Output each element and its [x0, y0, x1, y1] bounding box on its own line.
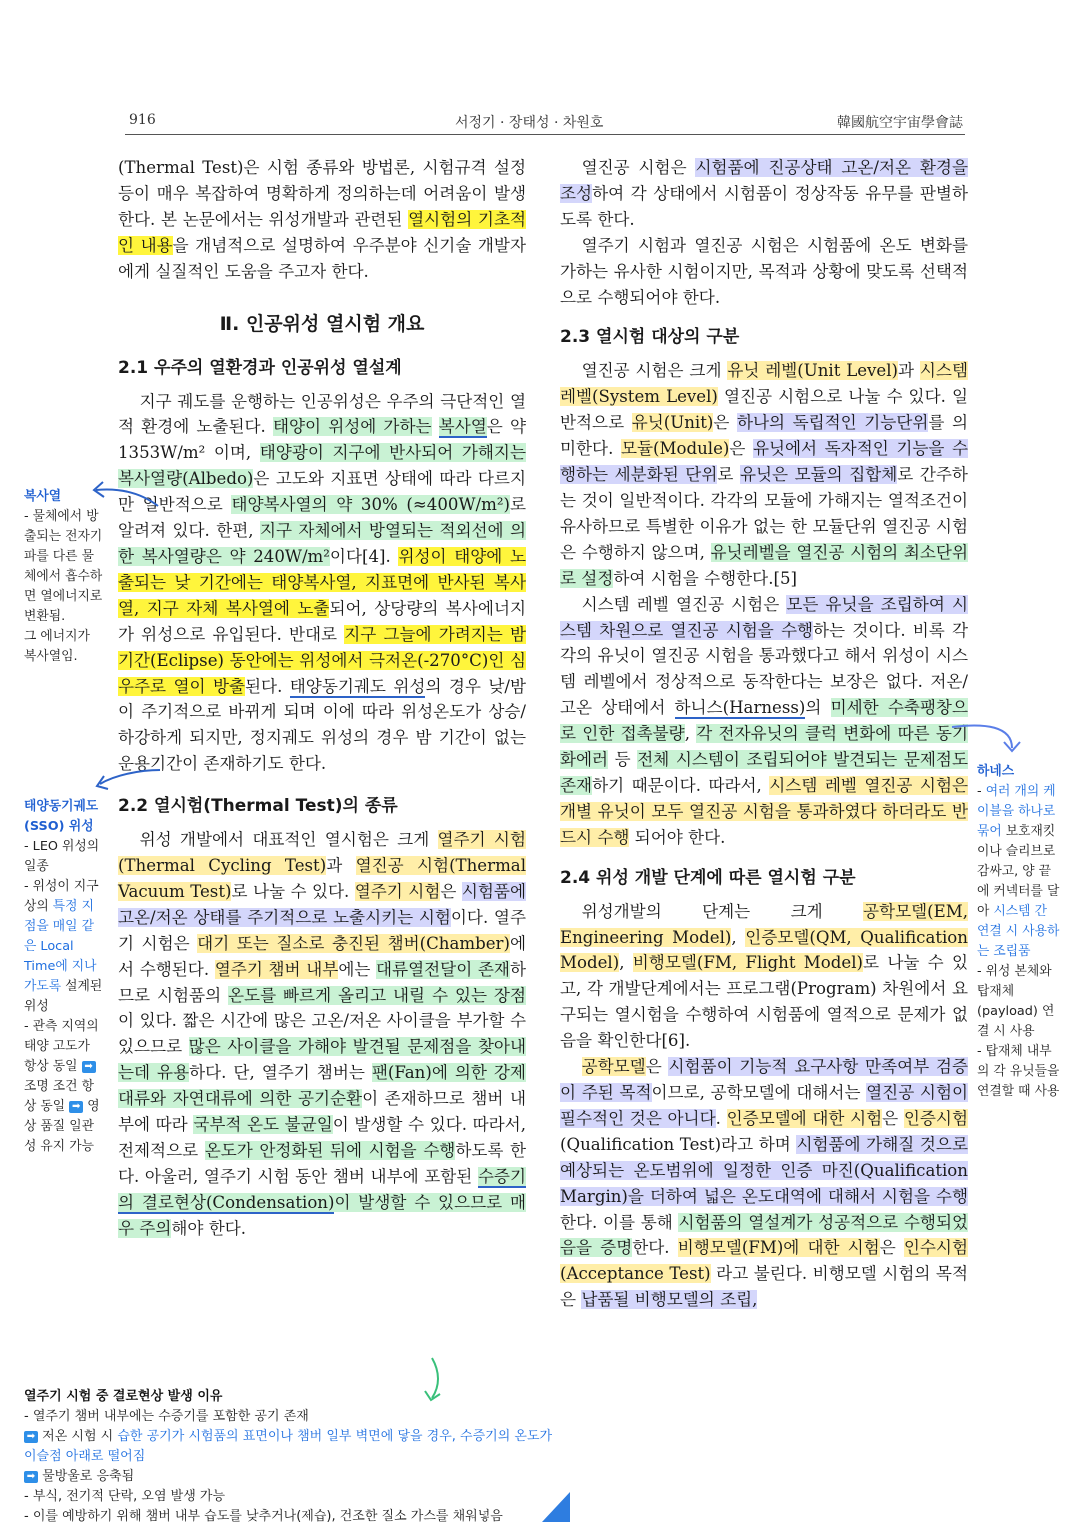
body-text: 은 — [440, 881, 462, 901]
note-harness-line: - 탑재체 내부의 각 유닛들을 연결할 때 사용 — [977, 1044, 1060, 1099]
body-text: 하므로 시험품의 — [118, 959, 526, 1005]
highlighted-text: 납품될 비행모델의 조립, — [581, 1290, 758, 1310]
body-text: 한다. 이를 통해 — [560, 1212, 679, 1232]
body-text: 이 발생할 수 있다. 따라서, 전제적으로 — [118, 1115, 526, 1160]
header-authors: 서정기 · 장태성 · 차원호 — [455, 115, 604, 131]
highlighted-text: 온도가 안정화된 뒤에 시험을 수행 — [204, 1141, 456, 1160]
highlighted-text: 유닛레벨을 열진공 시험의 최소단위로 설정 — [560, 542, 968, 588]
body-text: 위성개발의 단계는 크게 — [581, 901, 864, 921]
page-number: 916 — [129, 112, 156, 128]
highlighted-text: 태양이 위성에 가하는 — [272, 417, 432, 437]
body-text: 은 — [729, 439, 753, 459]
body-text: 되어야 한다. — [629, 827, 726, 847]
note-sso-line: - 관측 지역의 태양 고도가 항상 동일 ➡ 조명 조건 항상 동일 ➡ 영상 품질 일관성 유지 가능 — [24, 1019, 100, 1154]
highlighted-text: 각 전자유닛의 클럭 변화에 따른 동기화에러 — [560, 724, 968, 770]
underlined-term: 태양동기궤도 위성 — [289, 676, 426, 696]
underlined-term: 하니스(Harness) — [674, 698, 806, 718]
highlighted-text: 공학모델(EM, Engineering Model) — [560, 901, 968, 947]
body-text: 은 고도와 지표면 상태에 따라 다르지만 일반적으로 — [118, 469, 526, 515]
highlighted-text: 열진공 시험(Thermal Vacuum Test) — [118, 856, 526, 901]
highlighted-text: 열시험의 기초적인 내용 — [118, 209, 527, 255]
highlighted-text: 열진공 시험이 필수적인 것은 아니다 — [560, 1083, 969, 1128]
arrow-right-icon: ➡ — [24, 1431, 38, 1443]
note-condensation-line: - 열주기 챔버 내부에는 수증기를 포함한 공기 존재 — [24, 1409, 309, 1424]
highlighted-text: 시험품에 가해질 것으로 예상되는 온도범위에 일정한 인증 마진(Qualification Margin)을 더하여 넓은 온도대역에 대해서 시험을 수행 — [560, 1134, 968, 1206]
body-text: 하는 것이다. 비록 각각의 유닛이 열진공 시험을 통과했다고 해서 위성이 시스템 레벨에서 정상적으로 동작한다는 보장은 없다. 저온/고온 상태에서 — [560, 620, 968, 718]
body-text: 이다[4]. — [329, 546, 399, 566]
note-sso-line: - LEO 위성의 일종 — [24, 839, 100, 874]
page-corner-icon — [542, 1492, 570, 1522]
highlighted-text: 국부적 온도 불균일 — [193, 1115, 333, 1135]
note-sso-line: - 위성이 지구상의 특정 지점을 매일 같은 Local Time에 지나가도록 설계된 위성 — [24, 879, 103, 1014]
body-text: 이다. 열주기 시험은 — [118, 907, 526, 953]
body-text: 로 간주하는 것이 일반적이다. 각각의 모듈에 가해지는 열적조건이 유사하므로 특별한 이유가 없는 한 모듈단위 열진공 시험은 수행하지 않으며, — [560, 465, 968, 562]
highlighted-text: 시험품이 기능적 요구사항 만족여부 검증이 주된 목적 — [560, 1057, 968, 1102]
body-text: 를 의미한다. — [560, 413, 968, 459]
body-text: (Thermal Test)은 시험 종류와 방법론, 시험규격 설정 등이 매우 복잡하여 명확하게 정의하는데 어려움이 발생한다. 본 논문에서는 위성개발과 관련된 — [118, 158, 526, 229]
note-condensation-line: - 이를 예방하기 위해 챔버 내부 습도를 낮추거나(제습), 건조한 질소 가스를 채워넣음 — [24, 1509, 503, 1524]
highlighted-text: 지구 자체에서 방열되는 적외선에 의한 복사열량은 약 240W/m² — [118, 521, 526, 566]
highlighted-text: 시험품에 고온/저온 상태를 주기적으로 노출시키는 시험 — [118, 881, 526, 927]
highlighted-text: 위성이 태양에 노출되는 낮 기간에는 태양복사열, 지표면에 반사된 복사열, 지구 자체 복사열에 노출 — [118, 546, 526, 618]
highlighted-text: 시험품의 열설계가 성공적으로 수행되었음을 증명 — [560, 1212, 969, 1258]
highlighted-text: 인수시험(Acceptance Test) — [560, 1238, 968, 1284]
arrow-to-harness-note-icon — [952, 725, 1012, 748]
body-text: 이므로, 공학모델에 대해서는 — [651, 1083, 867, 1102]
body-text: 은 약 1353W/m² 이며, — [118, 417, 526, 463]
note-radiation-title: 복사열 — [24, 489, 62, 504]
section-title: Ⅱ. 인공위성 열시험 개요 — [219, 312, 425, 335]
subsection-2-1-title: 2.1 우주의 열환경과 인공위성 열설계 — [118, 357, 402, 378]
note-condensation-title: 열주기 시험 중 결로현상 발생 이유 — [24, 1389, 223, 1404]
body-text: 에서 수행된다. — [118, 933, 526, 979]
highlighted-text: 유닛(Unit) — [631, 413, 714, 433]
note-harness-line: - 여러 개의 케이블을 하나로 묶어 보호재킷이나 슬리브로 감싸고, 양 끝에 커넥터를 달아 시스템 간 연결 시 사용하는 조립품 — [977, 784, 1060, 959]
body-text: 하여 각 상태에서 시험품이 정상작동 유무를 판별하도록 한다. — [560, 183, 968, 229]
highlighted-text: 인증모델(QM, Qualification Model) — [560, 927, 968, 973]
body-text: 로 알려져 있다. 한편, — [118, 495, 526, 541]
body-text: 은 — [882, 1108, 904, 1128]
highlighted-text: 인증시험 — [903, 1108, 968, 1128]
body-text: 지구 궤도를 운행하는 인공위성은 우주의 극단적인 열적 환경에 노출된다. — [118, 391, 526, 437]
arrow-right-icon: ➡ — [24, 1471, 38, 1483]
body-text: 등 — [608, 750, 638, 770]
body-text: 의 — [805, 698, 831, 718]
note-condensation-line: - 부식, 전기적 단락, 오염 발생 가능 — [24, 1489, 226, 1504]
body-text: 은 — [645, 1057, 669, 1077]
subsection-2-2-title: 2.2 열시험(Thermal Test)의 종류 — [118, 796, 398, 817]
highlighted-text: 시스템 레벨(System Level) — [560, 361, 968, 407]
note-radiation-line: - 물체에서 방출되는 전자기파를 다른 물체에서 흡수하면 열에너지로 변환됨. — [24, 509, 103, 624]
highlighted-text: 유닛 레벨(Unit Level) — [727, 361, 899, 381]
highlighted-text: 비행모델(FM)에 대한 시험 — [677, 1238, 880, 1258]
body-text: , — [619, 953, 633, 973]
underlined-term: 복사열 — [438, 417, 487, 437]
highlighted-text: 온도를 빠르게 올리고 내릴 수 있는 장점 — [228, 985, 526, 1005]
arrow-to-condensation-note-icon — [432, 1358, 438, 1398]
body-text: 열주기 시험과 열진공 시험은 시험품에 온도 변화를 가하는 유사한 시험이지만, 목적과 상황에 맞도록 선택적으로 수행되어야 한다. — [560, 235, 968, 307]
highlighted-text: 인증모델에 대한 시험 — [726, 1108, 883, 1128]
highlighted-text: 전체 시스템이 조립되어야 발견되는 문제점도 존재 — [560, 750, 968, 795]
body-text: 에는 — [338, 959, 377, 979]
highlighted-text: 열주기 챔버 내부 — [214, 959, 339, 979]
highlighted-text: 비행모델(FM, Flight Model) — [632, 953, 864, 973]
arrow-to-radiation-note-icon — [96, 490, 158, 506]
body-text: 하여 시험을 수행한다.[5] — [613, 568, 797, 588]
body-text: 된다. — [245, 676, 290, 696]
highlighted-text: 열주기 시험(Thermal Cycling Test) — [118, 830, 526, 876]
body-text: 라고 불린다. 비행모델 시험의 목적은 — [560, 1264, 968, 1310]
body-text: , — [684, 724, 697, 744]
body-text: 되어, 상당량의 복사에너지가 위성으로 유입된다. 반대로 — [118, 598, 526, 644]
highlighted-text: 유닛에서 독자적인 기능을 수행하는 세분화된 단위 — [560, 439, 969, 485]
highlighted-text: 대기 또는 질소로 충진된 챔버(Chamber) — [197, 933, 510, 953]
body-text: 열진공 시험은 크게 — [581, 361, 728, 381]
highlighted-text: 유닛은 모듈의 집합체 — [739, 465, 898, 485]
highlighted-text: 미세한 수축팽창으로 인한 접촉불량 — [560, 698, 968, 744]
body-text: 해야 한다. — [171, 1218, 247, 1238]
body-text: 과 — [326, 856, 356, 876]
body-text: 이 있다. 짧은 시간에 많은 고온/저온 사이클을 부가할 수 있으므로 — [118, 1011, 526, 1057]
highlighted-text: 많은 사이클을 가해야 발견될 문제점을 찾아내는데 유용 — [118, 1037, 526, 1083]
highlighted-text: 열주기 시험 — [354, 881, 441, 901]
body-text: . — [715, 1108, 727, 1128]
body-text: 은 — [879, 1238, 904, 1258]
highlighted-text: 태양복사열의 약 30% (≈400W/m²) — [231, 495, 510, 515]
body-text: 시스템 레벨 열진공 시험은 — [581, 594, 787, 614]
body-text: 한다. — [632, 1238, 678, 1258]
highlighted-text: 하나의 독립적인 기능단위 — [736, 413, 929, 433]
arrow-to-sso-note-icon — [100, 770, 160, 784]
body-text: 로 나눌 수 있다. — [231, 881, 355, 901]
note-condensation-line: ➡ 물방울로 응축됨 — [24, 1467, 564, 1487]
body-text: 하다. 단, 열주기 챔버는 — [189, 1063, 372, 1083]
subsection-2-4-title: 2.4 위성 개발 단계에 따른 열시험 구분 — [560, 867, 856, 888]
body-text: 로 나눌 수 있고, 각 개발단계에서는 프로그램(Program) 차원에서 요구되는 열시험을 수행하여 시험품에 열적으로 문제가 없음을 확인한다[6]. — [560, 953, 968, 1051]
body-text: 은 — [713, 413, 737, 433]
body-text: 로 — [717, 465, 740, 485]
body-text: 이 존재하므로 챔버 내부에 따라 — [118, 1089, 526, 1135]
body-text: 과 — [898, 361, 920, 381]
highlighted-text: 지구 그늘에 가려지는 밤 기간(Eclipse) 동안에는 위성에서 극저온(-270°C)인 심우주로 열이 방출 — [118, 624, 527, 696]
arrow-right-icon: ➡ — [82, 1061, 96, 1073]
highlighted-text: 시스템 레벨 열진공 시험은 개별 유닛이 모두 열진공 시험을 통과하였다 하더라도 반드시 수행 — [560, 775, 969, 847]
note-sso-title: 태양동기궤도(SSO) 위성 — [24, 799, 99, 834]
highlighted-text: 모든 유닛을 조립하여 시스템 차원으로 열진공 시험을 수행 — [560, 594, 968, 640]
highlighted-text: 시험품에 진공상태 고온/저온 환경을 조성 — [560, 158, 968, 203]
body-text: 하도록 한다. 아울러, 열주기 시험 동안 챔버 내부에 포함된 — [118, 1141, 526, 1186]
body-text: , — [731, 927, 746, 947]
subsection-2-3-title: 2.3 열시험 대상의 구분 — [560, 327, 740, 348]
body-text: 열진공 시험은 — [581, 158, 696, 177]
note-harness-title: 하네스 — [977, 764, 1015, 779]
note-harness-line: - 위성 본체와 탑재체(payload) 연결 시 사용 — [977, 964, 1055, 1039]
note-radiation-line: 그 에너지가 복사열임. — [24, 629, 90, 664]
body-text: 위성 개발에서 대표적인 열시험은 크게 — [139, 830, 438, 850]
body-text: 열진공 시험으로 나눌 수 있다. 일반적으로 — [560, 387, 968, 433]
body-text: 하기 때문이다. 따라서, — [592, 775, 770, 795]
highlighted-text: 팬(Fan)에 의한 강제대류와 자연대류에 의한 공기순환 — [118, 1063, 526, 1109]
body-text: (Qualification Test)라고 하며 — [560, 1134, 797, 1154]
underlined-term: 수증기의 결로현상(Condensation) — [118, 1166, 526, 1212]
highlighted-text: 이 발생할 수 있으므로 매우 주의 — [118, 1192, 526, 1238]
body-text: 을 개념적으로 설명하여 우주분야 신기술 개발자에게 실질적인 도움을 주고자 한다. — [118, 235, 526, 281]
highlighted-text: 모듈(Module) — [620, 439, 730, 459]
note-condensation-line: ➡ 저온 시험 시 습한 공기가 시험품의 표면이나 챔버 일부 벽면에 닿을 경우, 수증기의 온도가 이슬점 아래로 떨어짐 — [24, 1429, 553, 1464]
highlighted-text: 태양광이 지구에 반사되어 가해지는 복사열량(Albedo) — [118, 443, 526, 489]
highlighted-text: 공학모델 — [581, 1057, 646, 1077]
body-text: 의 경우 낮/밤이 주기적으로 바뀌게 되며 이에 따라 위성온도가 상승/하강하게 되지만, 정지궤도 위성의 경우 밤 기간이 없는 운용기간이 존재하기도 한다. — [118, 676, 526, 774]
highlighted-text: 대류열전달이 존재 — [376, 959, 510, 979]
header-journal: 韓國航空宇宙學會誌 — [837, 115, 963, 131]
arrow-right-icon: ➡ — [69, 1101, 83, 1113]
